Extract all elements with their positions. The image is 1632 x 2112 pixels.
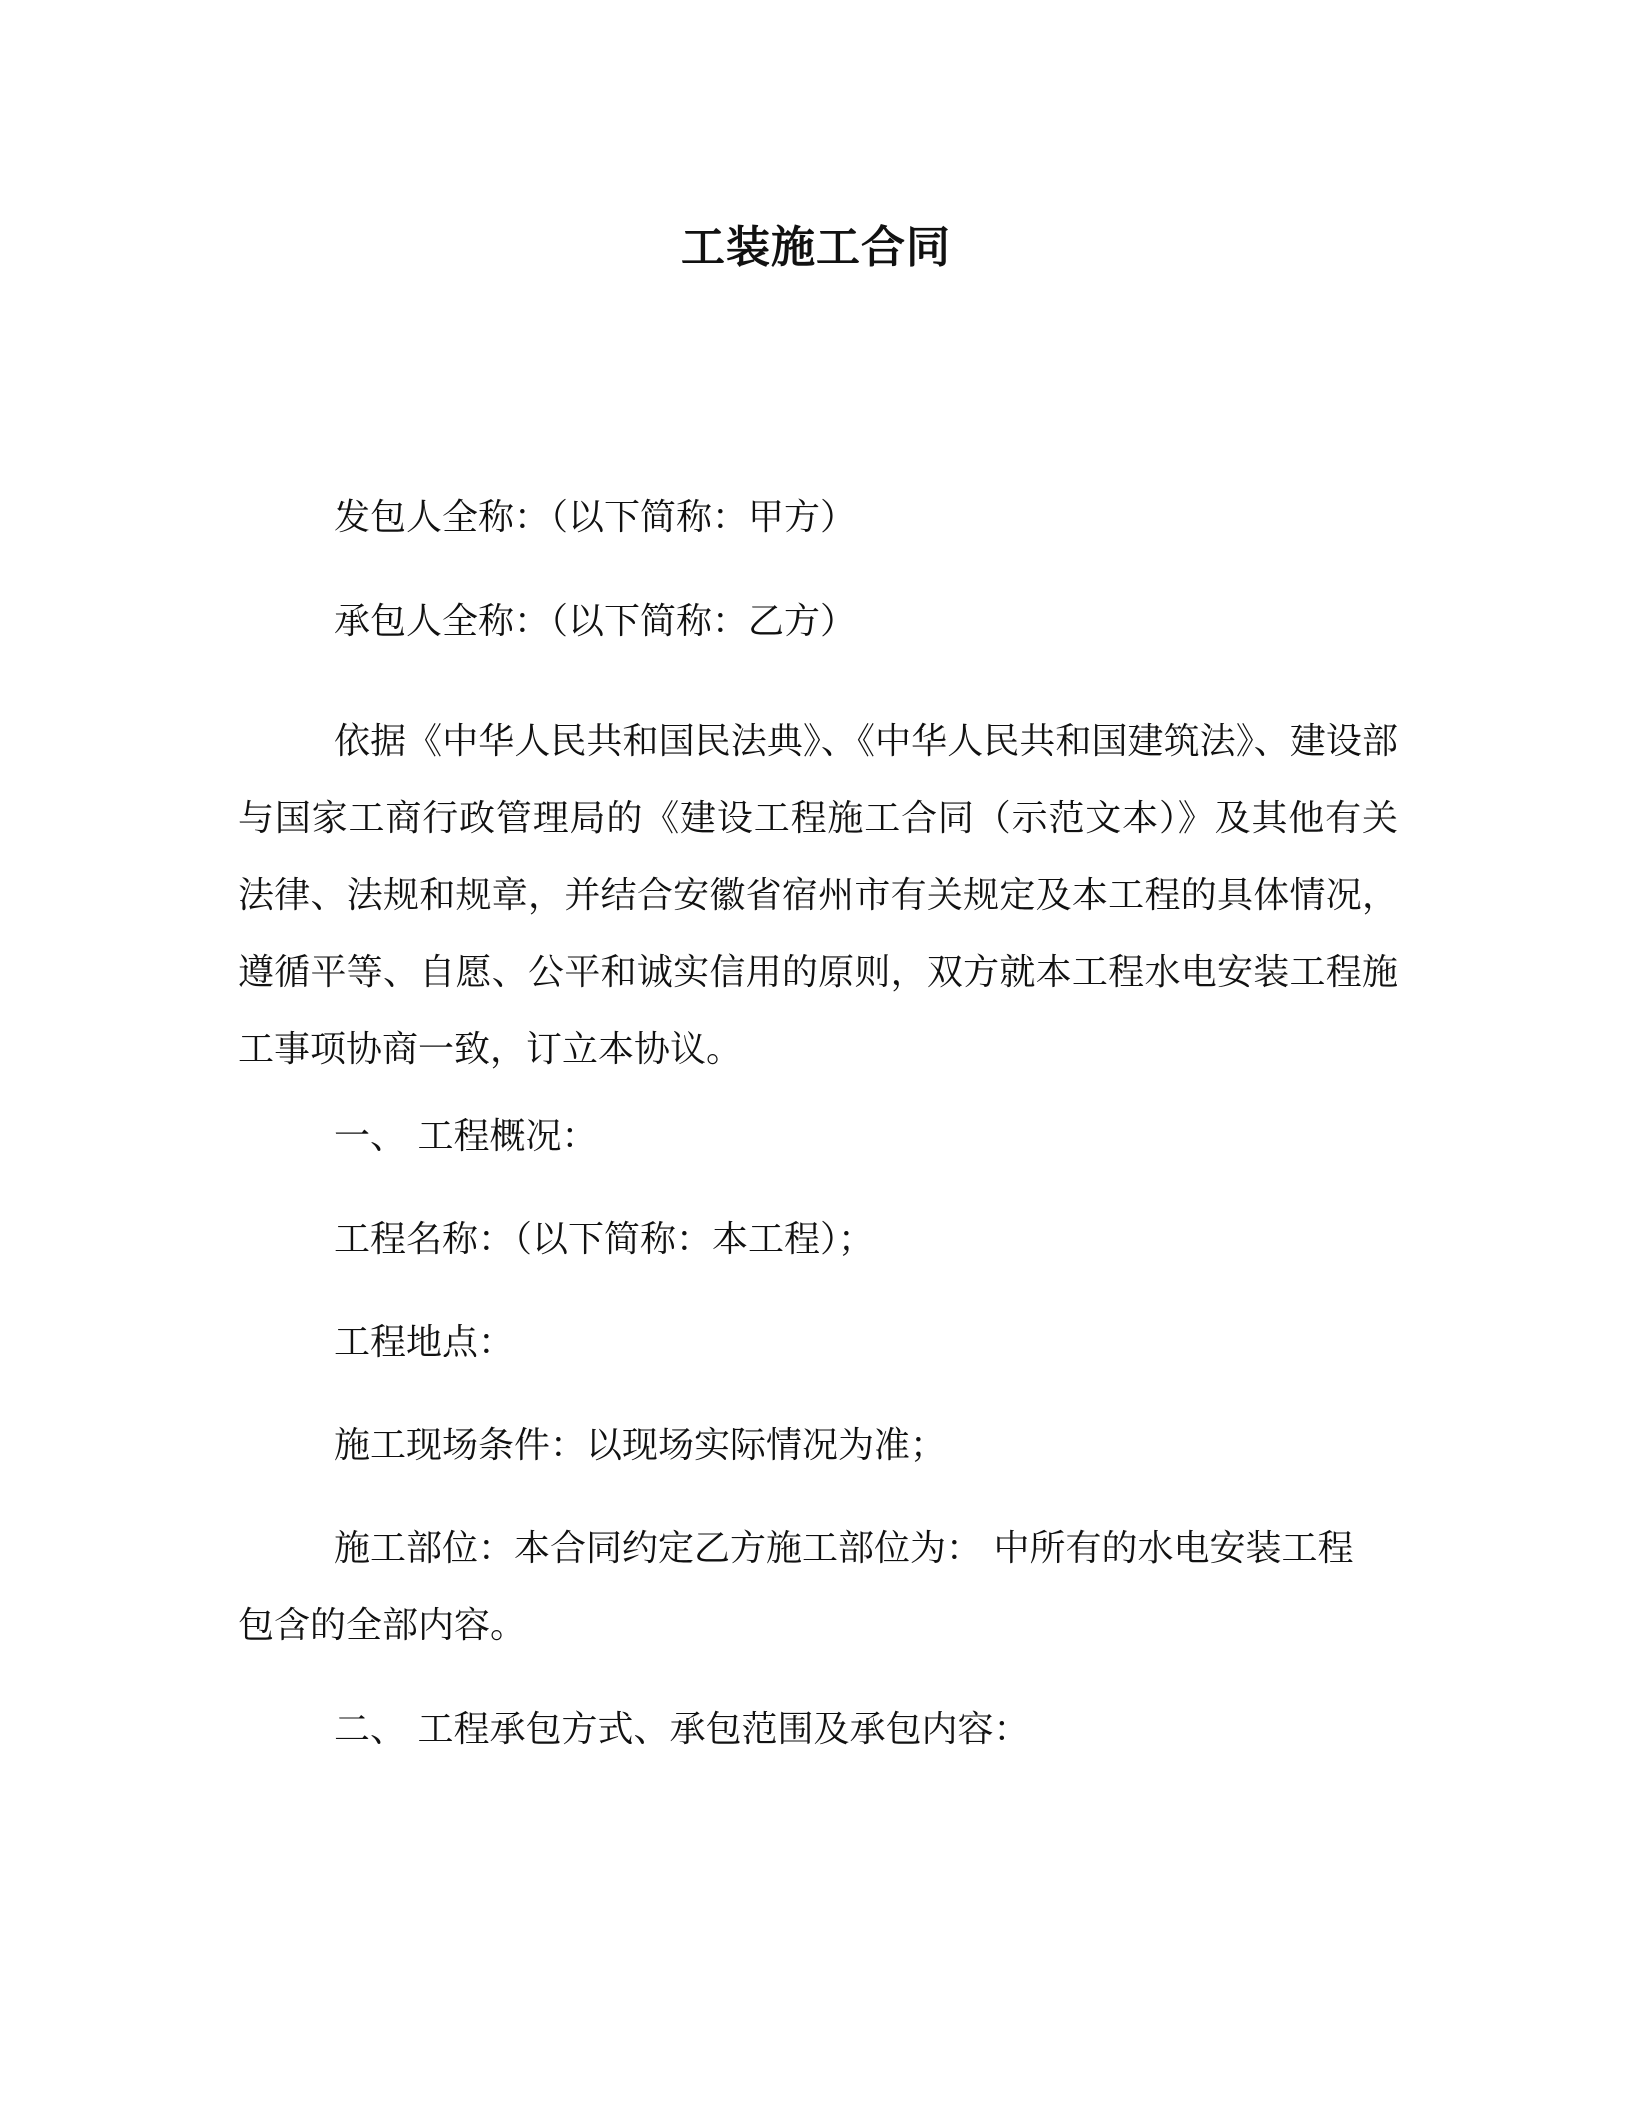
section-2-heading: 二、 工程承包方式、承包范围及承包内容：	[334, 1709, 1030, 1750]
construction-scope-line: 施工部位：本合同约定乙方施工部位为： 中所有的水电安装工程	[334, 1528, 1354, 1569]
project-location-line: 工程地点：	[334, 1322, 515, 1363]
section-1-heading: 一、 工程概况：	[334, 1116, 598, 1157]
party-a-line: 发包人全称：（以下简称：甲方）	[334, 497, 857, 538]
project-name-line: 工程名称：（以下简称：本工程）；	[334, 1219, 875, 1260]
document-title: 工装施工合同	[681, 222, 951, 273]
party-b-line: 承包人全称：（以下简称：乙方）	[334, 601, 857, 642]
site-conditions-line: 施工现场条件：以现场实际情况为准；	[334, 1425, 947, 1466]
construction-scope-continuation: 包含的全部内容。	[238, 1605, 527, 1646]
preamble-paragraph: 依据《中华人民共和国民法典》、《中华人民共和国建筑法》、建设部与国家工商行政管理局的《建设工程施工合同（示范文本）》及其他有关法律、法规和规章，并结合安徽省宿州市有关规定及本工程的具体情况，遵循平等、自愿、公平和诚实信用的原则，双方就本工程水电安装工程施工事项协商一致，订立本协议。	[238, 721, 1398, 1070]
